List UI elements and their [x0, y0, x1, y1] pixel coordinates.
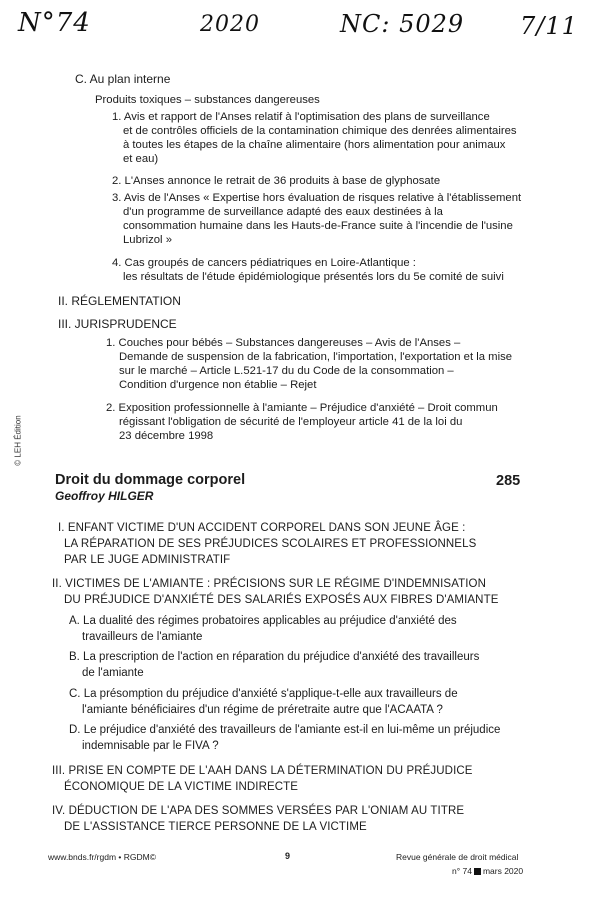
c-heading: C. Au plan interne	[75, 72, 171, 86]
item3-line2: d'un programme de surveillance adapté des eaux destinées à la	[123, 206, 443, 218]
juris1-line3: sur le marché – Article L.521-17 du du Code de la consommation –	[119, 365, 454, 377]
subsection-a-line2: travailleurs de l'amiante	[82, 631, 203, 643]
section-iii-line2: ÉCONOMIQUE DE LA VICTIME INDIRECTE	[64, 781, 299, 793]
item3-line4: Lubrizol »	[123, 234, 172, 246]
item3-line3: consommation humaine dans les Hauts-de-France suite à l'incendie de l'usine	[123, 220, 513, 232]
juris1-line4: Condition d'urgence non établie – Rejet	[119, 379, 317, 391]
footer-issue-date: mars 2020	[482, 866, 524, 876]
section-i-line1: I. ENFANT VICTIME D'UN ACCIDENT CORPOREL DANS SON JEUNE ÂGE :	[58, 522, 466, 534]
item3-line1: 3. Avis de l'Anses « Expertise hors évaluation de risques relative à l'établissement	[112, 192, 522, 204]
subsection-d-line2: indemnisable par le FIVA ?	[82, 740, 219, 752]
subsection-b-line2: de l'amiante	[82, 667, 144, 679]
section-reglementation: II. RÉGLEMENTATION	[58, 294, 181, 308]
section-ii-line1: II. VICTIMES DE L'AMIANTE : PRÉCISIONS SUR LE RÉGIME D'INDEMNISATION	[52, 578, 486, 590]
footer-page-number: 9	[285, 851, 291, 861]
juris2-line2: régissant l'obligation de sécurité de l'employeur article 41 de la loi du	[119, 416, 463, 428]
item1-line4: et eau)	[123, 153, 159, 165]
footer-issue	[452, 866, 523, 876]
article-title: Droit du dommage corporel	[55, 472, 246, 488]
section-i-line3: PAR LE JUGE ADMINISTRATIF	[64, 554, 231, 566]
subsection-a-line1: A. La dualité des régimes probatoires applicables au préjudice d'anxiété des	[69, 615, 457, 627]
subsection-b-line1: B. La prescription de l'action en réparation du préjudice d'anxiété des travailleurs	[69, 651, 480, 663]
item1-line1: 1. Avis et rapport de l'Anses relatif à l'optimisation des plans de surveillance	[112, 111, 490, 123]
footer-issue-number: n° 74	[452, 866, 472, 876]
c-subheading: Produits toxiques – substances dangereuses	[95, 94, 320, 106]
item1-line2: et de contrôles officiels de la contamination chimique des denrées alimentaires	[123, 125, 517, 137]
article-author: Geoffroy HILGER	[55, 489, 154, 503]
handwritten-number: N°74	[18, 8, 91, 38]
handwritten-year: 2020	[200, 12, 260, 37]
subsection-c-line2: l'amiante bénéficiaires d'un régime de préretraite autre que l'ACAATA ?	[82, 704, 443, 716]
juris2-line1: 2. Exposition professionnelle à l'amiante – Préjudice d'anxiété – Droit commun	[106, 402, 498, 414]
juris1-line2: Demande de suspension de la fabrication, l'importation, l'exportation et la mise	[119, 351, 513, 363]
section-iii-line1: III. PRISE EN COMPTE DE L'AAH DANS LA DÉTERMINATION DU PRÉJUDICE	[52, 765, 473, 777]
footer-journal-name: Revue générale de droit médical	[396, 852, 519, 862]
item4-line1: 4. Cas groupés de cancers pédiatriques en Loire-Atlantique :	[112, 257, 416, 269]
item1-line3: à toutes les étapes de la chaîne alimentaire (hors alimentation pour animaux	[123, 139, 506, 151]
section-ii-line2: DU PRÉJUDICE D'ANXIÉTÉ DES SALARIÉS EXPOSÉS AUX FIBRES D'AMIANTE	[64, 594, 499, 606]
handwritten-nc: NC: 5029	[340, 10, 465, 38]
footer-website: www.bnds.fr/rgdm • RGDM©	[48, 852, 156, 862]
subsection-d-line1: D. Le préjudice d'anxiété des travailleurs de l'amiante est-il en lui-même un préjudice	[69, 724, 501, 736]
handwritten-fraction: 7/11	[520, 12, 578, 40]
article-page-number: 285	[496, 473, 521, 489]
section-iv-line2: DE L'ASSISTANCE TIERCE PERSONNE DE LA VICTIME	[64, 821, 367, 833]
square-bullet-icon	[474, 868, 481, 875]
section-jurisprudence: III. JURISPRUDENCE	[58, 317, 177, 331]
section-i-line2: LA RÉPARATION DE SES PRÉJUDICES SCOLAIRES ET PROFESSIONNELS	[64, 538, 477, 550]
copyright-side-note: © LEH Édition	[13, 415, 23, 466]
item4-line2: les résultats de l'étude épidémiologique présentés lors du 5e comité de suivi	[123, 271, 504, 283]
juris2-line3: 23 décembre 1998	[119, 430, 214, 442]
section-iv-line1: IV. DÉDUCTION DE L'APA DES SOMMES VERSÉES PAR L'ONIAM AU TITRE	[52, 805, 465, 817]
juris1-line1: 1. Couches pour bébés – Substances dangereuses – Avis de l'Anses –	[106, 337, 461, 349]
item2: 2. L'Anses annonce le retrait de 36 produits à base de glyphosate	[112, 175, 441, 187]
subsection-c-line1: C. La présomption du préjudice d'anxiété s'applique-t-elle aux travailleurs de	[69, 688, 458, 700]
